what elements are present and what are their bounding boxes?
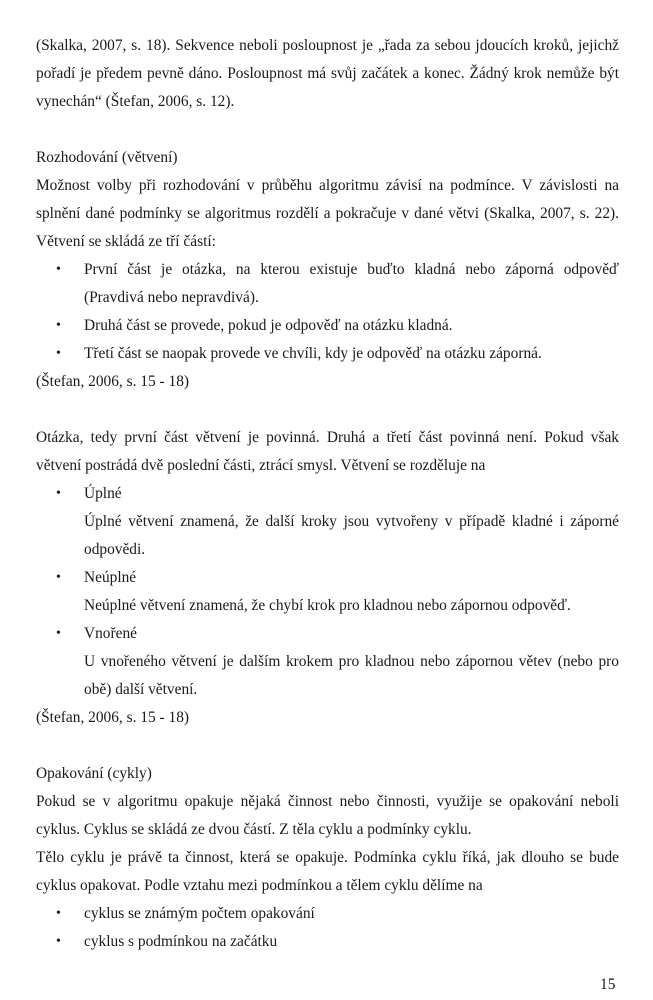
citation: (Štefan, 2006, s. 15 - 18) xyxy=(36,373,190,390)
paragraph-line: cyklus. Cyklus se skládá ze dvou částí. Z těla cyklu a podmínky cyklu. xyxy=(36,821,472,838)
paragraph-line: Větvení se skládá ze tří částí: xyxy=(36,233,216,250)
list-description: Neúplné větvení znamená, že chybí krok pro kladnou nebo zápornou odpověď. xyxy=(84,597,571,614)
bullet-icon: • xyxy=(56,570,61,585)
list-item: Druhá část se provede, pokud je odpověď na otázku kladná. xyxy=(84,317,453,334)
list-description: odpovědi. xyxy=(84,541,146,558)
bullet-icon: • xyxy=(56,626,61,641)
paragraph-line: (Skalka, 2007, s. 18). Sekvence neboli posloupnost je „řada za sebou jdoucích kroků, jejichž xyxy=(36,37,619,54)
list-description: obě) další větvení. xyxy=(84,681,198,698)
section-heading: Rozhodování (větvení) xyxy=(36,149,178,166)
page-number: 15 xyxy=(600,976,616,993)
list-item: První část je otázka, na kterou existuje buďto kladná nebo záporná odpověď xyxy=(84,261,619,278)
bullet-icon: • xyxy=(56,346,61,361)
list-term: Vnořené xyxy=(84,625,137,642)
paragraph-line: větvení postrádá dvě poslední části, ztrácí smysl. Větvení se rozděluje na xyxy=(36,457,486,474)
list-term: Neúplné xyxy=(84,569,137,586)
paragraph-line: Možnost volby při rozhodování v průběhu algoritmu závisí na podmínce. V závislosti na xyxy=(36,177,619,194)
citation: (Štefan, 2006, s. 15 - 18) xyxy=(36,709,190,726)
paragraph-line: splnění dané podmínky se algoritmus rozdělí a pokračuje v dané větvi (Skalka, 2007, s. 22). xyxy=(36,205,619,222)
paragraph-line: cyklus opakovat. Podle vztahu mezi podmínkou a tělem cyklu dělíme na xyxy=(36,877,483,894)
bullet-icon: • xyxy=(56,906,61,921)
paragraph-line: Pokud se v algoritmu opakuje nějaká činnost nebo činnosti, využije se opakování neboli xyxy=(36,793,619,810)
paragraph-line: Tělo cyklu je právě ta činnost, která se opakuje. Podmínka cyklu říká, jak dlouho se bude xyxy=(36,849,619,866)
section-heading: Opakování (cykly) xyxy=(36,765,152,782)
paragraph-line: Otázka, tedy první část větvení je povinná. Druhá a třetí část povinná není. Pokud však xyxy=(36,429,619,446)
list-item: Třetí část se naopak provede ve chvíli, kdy je odpověď na otázku záporná. xyxy=(84,345,542,362)
list-description: Úplné větvení znamená, že další kroky jsou vytvořeny v případě kladné i záporné xyxy=(84,513,619,530)
list-item: cyklus s podmínkou na začátku xyxy=(84,933,278,950)
bullet-icon: • xyxy=(56,262,61,277)
list-description: U vnořeného větvení je dalším krokem pro kladnou nebo zápornou větev (nebo pro xyxy=(84,653,619,670)
list-item: cyklus se známým počtem opakování xyxy=(84,905,315,922)
bullet-icon: • xyxy=(56,486,61,501)
bullet-icon: • xyxy=(56,318,61,333)
paragraph-line: vynechán“ (Štefan, 2006, s. 12). xyxy=(36,93,235,110)
list-term: Úplné xyxy=(84,485,122,502)
paragraph-line: pořadí je předem pevně dáno. Posloupnost má svůj začátek a konec. Žádný krok nemůže být xyxy=(36,65,619,82)
bullet-icon: • xyxy=(56,934,61,949)
list-item-continuation: (Pravdivá nebo nepravdivá). xyxy=(84,289,259,306)
